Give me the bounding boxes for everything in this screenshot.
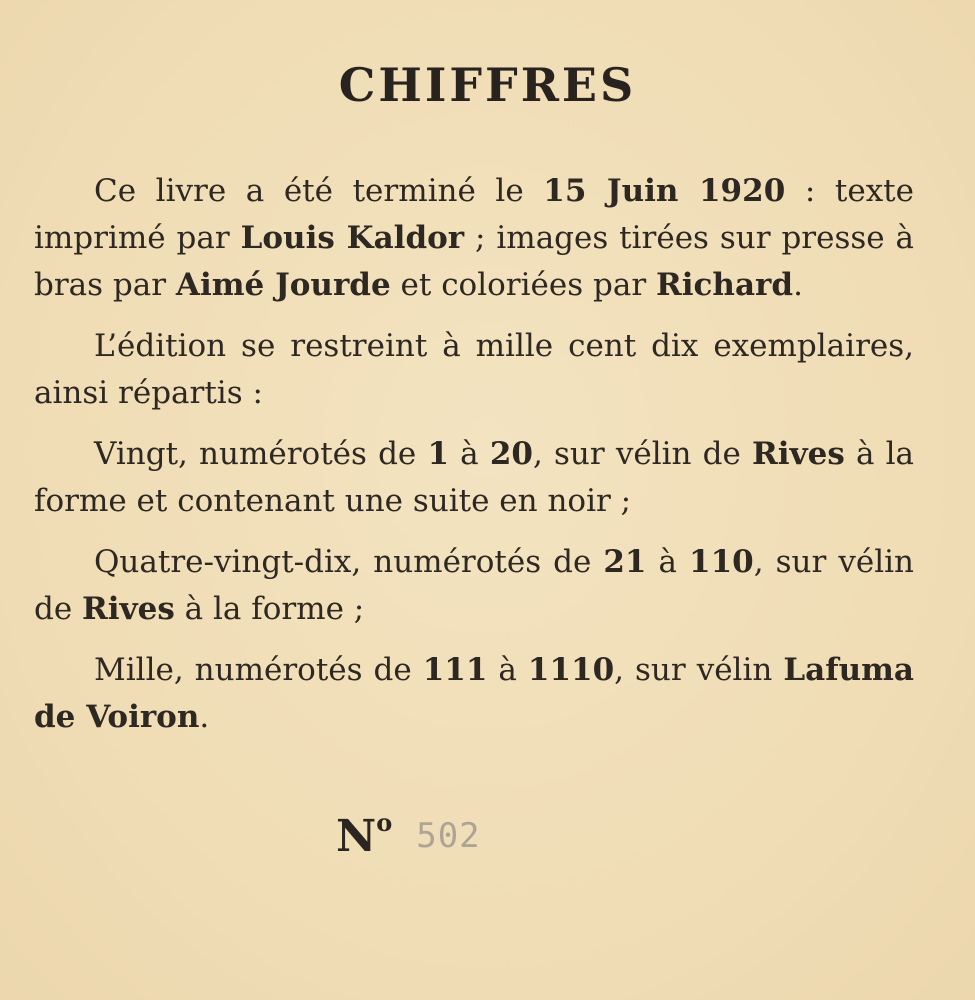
range-to: 1110 <box>527 652 615 688</box>
paper-name: Rives <box>82 591 175 627</box>
paper-name: Rives <box>752 436 845 472</box>
text-fragment: à la forme et contenant une suite en noir ; <box>34 436 914 519</box>
colorist-name: Richard <box>656 267 794 303</box>
numero-letter: N <box>336 811 377 862</box>
text-fragment: à <box>487 652 528 688</box>
range-from: 111 <box>422 652 488 688</box>
press-operator-name: Aimé Jourde <box>175 267 391 303</box>
printer-name: Louis Kaldor <box>240 220 465 256</box>
range-to: 20 <box>489 436 533 472</box>
text-fragment: à <box>646 544 690 580</box>
text-fragment: : texte imprimé par <box>34 173 914 256</box>
text-fragment: , sur vélin de <box>34 544 914 627</box>
text-fragment: ; images tirées sur presse à bras par <box>34 220 915 303</box>
text-fragment: Vingt, numérotés de <box>94 436 428 472</box>
text-fragment: à la forme ; <box>174 591 365 627</box>
text-fragment: Ce livre a été terminé le <box>94 173 544 209</box>
stamped-copy-number: 502 <box>416 816 481 856</box>
text-fragment: . <box>793 267 803 303</box>
text-fragment: et coloriées par <box>390 267 656 303</box>
text-fragment: Quatre-vingt-dix, numérotés de <box>94 544 604 580</box>
edition-tier-rives <box>34 539 914 633</box>
edition-tier-lafuma <box>34 647 914 741</box>
text-fragment: à <box>449 436 490 472</box>
completion-date: 15 Juin 1920 <box>543 173 786 209</box>
text-fragment: . <box>199 699 210 735</box>
text-fragment: , sur vélin <box>614 652 784 688</box>
text-fragment: , sur vélin de <box>532 436 753 472</box>
numero-label <box>336 808 393 862</box>
range-to: 110 <box>689 544 754 580</box>
range-from: 21 <box>603 544 647 580</box>
colophon-text <box>34 168 914 755</box>
edition-tier-rives-suite <box>34 431 914 525</box>
paper-name: Lafuma de Voiron <box>34 652 914 735</box>
page-title: CHIFFRES <box>338 58 637 112</box>
edition-size-paragraph: L’édition se restreint à mille cent dix exemplaires, ainsi répartis : <box>34 328 914 411</box>
copy-number <box>336 808 481 862</box>
numero-superscript: o <box>376 808 393 837</box>
range-from: 1 <box>427 436 450 472</box>
text-fragment: Mille, numérotés de <box>94 652 423 688</box>
completion-paragraph <box>34 168 914 309</box>
